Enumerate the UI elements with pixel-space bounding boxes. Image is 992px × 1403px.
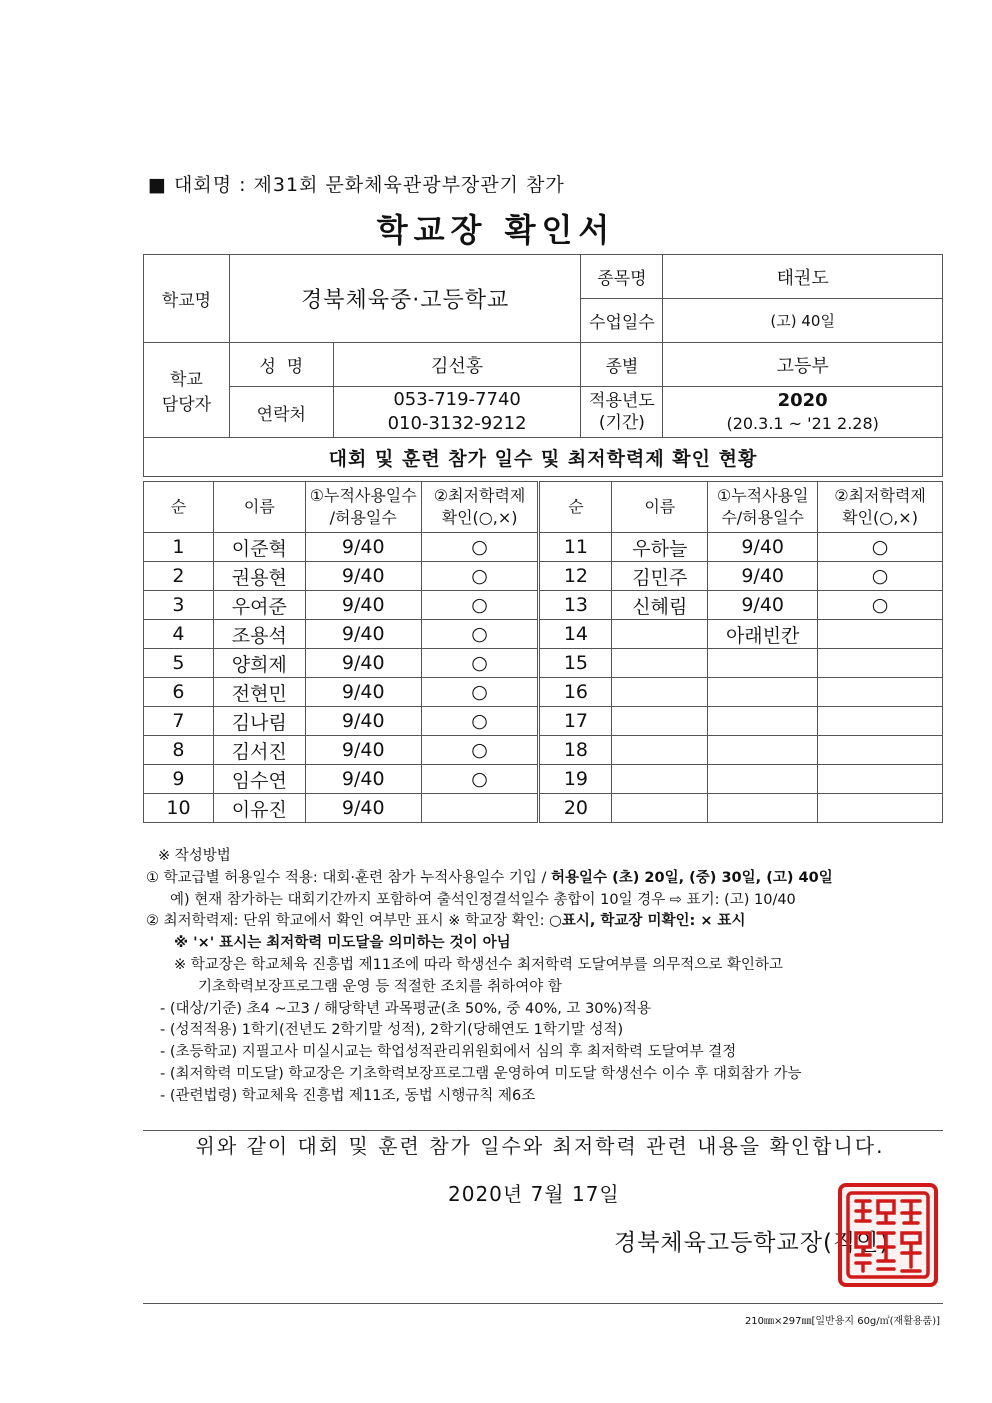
row-no: 17 (539, 707, 612, 736)
student-name: 조용석 (213, 620, 305, 649)
table-row (144, 736, 943, 765)
roster-table (143, 481, 943, 823)
student-name: 김민주 (612, 562, 708, 591)
student-name: 이준혁 (213, 533, 305, 562)
days-used: 9/40 (305, 678, 421, 707)
row-no: 15 (539, 649, 612, 678)
note-6: - (성적적용) 1학기(전년도 2학기말 성적), 2학기(당해연도 1학기말 성적) (160, 1022, 624, 1039)
days-used (708, 736, 818, 765)
student-name: 김서진 (213, 736, 305, 765)
table-row (144, 591, 943, 620)
student-name: 권용현 (213, 562, 305, 591)
row-no: 6 (144, 678, 214, 707)
days-used: 9/40 (305, 736, 421, 765)
days-used: 9/40 (305, 562, 421, 591)
header-name-2: 이름 (612, 482, 708, 533)
days-used: 아래빈칸 (708, 620, 818, 649)
days-used: 9/40 (708, 591, 818, 620)
row-no: 2 (144, 562, 214, 591)
table-row (144, 649, 943, 678)
header-no-2: 순 (539, 482, 612, 533)
days-used: 9/40 (708, 562, 818, 591)
header-check-2: ②최저학력제 확인(○,×) (818, 482, 943, 533)
header-days: ①누적사용일수 /허용일수 (305, 482, 421, 533)
student-name: 우여준 (213, 591, 305, 620)
staff-name: 김선홍 (333, 343, 581, 387)
academic-check: ○ (421, 765, 539, 794)
division-value: 고등부 (663, 343, 943, 387)
days-used (708, 678, 818, 707)
table-row (144, 533, 943, 562)
row-no: 11 (539, 533, 612, 562)
year-label: 적용년도 (기간) (581, 387, 663, 438)
official-seal-icon (838, 1183, 938, 1287)
days-used: 9/40 (305, 620, 421, 649)
note-1-example: 예) 현재 참가하는 대회기간까지 포함하여 출석인정결석일수 총합이 10일 경우 ⇨ 표기: (고) 10/40 (170, 891, 796, 908)
header-name: 이름 (213, 482, 305, 533)
academic-check (421, 794, 539, 823)
days-used: 9/40 (305, 794, 421, 823)
principal-signature: 경북체육고등학교장(직인) (614, 1230, 890, 1256)
header-no: 순 (144, 482, 214, 533)
student-name (612, 765, 708, 794)
division-label: 종별 (581, 343, 663, 387)
academic-check: ○ (818, 533, 943, 562)
row-no: 19 (539, 765, 612, 794)
note-8: - (최저학력 미도달) 학교장은 기초학력보장프로그램 운영하여 미도달 학생선수 이수 후 대회참가 가능 (160, 1065, 802, 1082)
note-9: - (관련법령) 학교체육 진흥법 제11조, 동법 시행규칙 제6조 (160, 1087, 536, 1104)
row-no: 7 (144, 707, 214, 736)
contact-label: 연락처 (229, 387, 333, 438)
sport-value: 태권도 (663, 255, 943, 299)
days-used: 9/40 (305, 591, 421, 620)
header-check: ②최저학력제 확인(○,×) (421, 482, 539, 533)
note-2: ② 최저학력제: 단위 학교에서 확인 여부만 표시 ※ 학교장 확인: ○표시, 학교장 미확인: × 표시 (146, 913, 746, 930)
student-name: 전현민 (213, 678, 305, 707)
table-row (144, 707, 943, 736)
days-used: 9/40 (305, 533, 421, 562)
student-name (612, 678, 708, 707)
class-days-label: 수업일수 (581, 299, 663, 343)
note-3: ※ '×' 표시는 최저학력 미도달을 의미하는 것이 아님 (174, 935, 511, 952)
school-info-table (143, 254, 943, 477)
note-7: - (초등학교) 지필고사 미실시교는 학업성적관리위원회에서 심의 후 최저학력 도달여부 결정 (160, 1044, 737, 1061)
student-name: 우하늘 (612, 533, 708, 562)
academic-check: ○ (421, 707, 539, 736)
academic-check: ○ (818, 562, 943, 591)
row-no: 9 (144, 765, 214, 794)
row-no: 3 (144, 591, 214, 620)
header-days-2: ①누적사용일 수/허용일수 (708, 482, 818, 533)
table-row (144, 678, 943, 707)
academic-check: ○ (421, 736, 539, 765)
confirmation-statement: 위와 같이 대회 및 훈련 참가 일수와 최저학력 관련 내용을 확인합니다. (195, 1134, 885, 1158)
academic-check: ○ (421, 620, 539, 649)
note-5: - (대상/기준) 초4 ~고3 / 해당학년 과목평균(초 50%, 중 40%, 고 30%)적용 (160, 1000, 651, 1017)
academic-check (818, 765, 943, 794)
academic-check: ○ (421, 562, 539, 591)
roster-subtitle: 대회 및 훈련 참가 일수 및 최저학력제 확인 현황 (144, 438, 943, 477)
row-no: 20 (539, 794, 612, 823)
year-value: 2020 (20.3.1 ~ '21 2.28) (663, 387, 943, 438)
contact-value: 053-719-7740 010-3132-9212 (333, 387, 581, 438)
days-used (708, 794, 818, 823)
school-name-label: 학교명 (144, 255, 230, 343)
academic-check (818, 678, 943, 707)
note-4-cont: 기초학력보장프로그램 운영 등 적절한 조치를 취하여야 함 (198, 978, 562, 995)
academic-check (818, 707, 943, 736)
row-no: 10 (144, 794, 214, 823)
academic-check (818, 794, 943, 823)
student-name: 이유진 (213, 794, 305, 823)
table-row (144, 794, 943, 823)
note-4: ※ 학교장은 학교체육 진흥법 제11조에 따라 학생선수 최저학력 도달여부를 의무적으로 확인하고 (174, 956, 783, 973)
academic-check: ○ (421, 678, 539, 707)
table-row (144, 765, 943, 794)
academic-check (818, 649, 943, 678)
notes-heading: ※ 작성방법 (158, 848, 231, 864)
staff-label: 학교 담당자 (144, 343, 230, 438)
days-used: 9/40 (305, 707, 421, 736)
paper-spec: 210㎜×297㎜[일반용지 60g/㎡(재활용품)] (744, 1316, 940, 1327)
student-name: 신혜림 (612, 591, 708, 620)
row-no: 8 (144, 736, 214, 765)
school-name: 경북체육중·고등학교 (229, 255, 581, 343)
row-no: 12 (539, 562, 612, 591)
student-name (612, 707, 708, 736)
student-name (612, 794, 708, 823)
footer-divider (143, 1303, 943, 1304)
academic-check (818, 736, 943, 765)
row-no: 1 (144, 533, 214, 562)
academic-check (818, 620, 943, 649)
student-name: 임수연 (213, 765, 305, 794)
row-no: 13 (539, 591, 612, 620)
note-1: ① 학교급별 허용일수 적용: 대회·훈련 참가 누적사용일수 기입 / 허용일수 (초) 20일, (중) 30일, (고) 40일 (146, 869, 833, 886)
student-name (612, 649, 708, 678)
staff-name-label: 성 명 (229, 343, 333, 387)
days-used: 9/40 (305, 765, 421, 794)
academic-check: ○ (421, 533, 539, 562)
instructions (146, 846, 946, 1108)
sport-label: 종목명 (581, 255, 663, 299)
days-used: 9/40 (708, 533, 818, 562)
event-name: ■ 대회명 : 제31회 문화체육관광부장관기 참가 (148, 174, 565, 196)
class-days-value: (고) 40일 (663, 299, 943, 343)
student-name (612, 620, 708, 649)
issue-date: 2020년 7월 17일 (448, 1182, 620, 1206)
student-name: 김나림 (213, 707, 305, 736)
table-row (144, 620, 943, 649)
row-no: 14 (539, 620, 612, 649)
days-used (708, 649, 818, 678)
academic-check: ○ (421, 649, 539, 678)
days-used: 9/40 (305, 649, 421, 678)
row-no: 16 (539, 678, 612, 707)
academic-check: ○ (421, 591, 539, 620)
student-name (612, 736, 708, 765)
student-name: 양희제 (213, 649, 305, 678)
table-row (144, 562, 943, 591)
academic-check: ○ (818, 591, 943, 620)
days-used (708, 707, 818, 736)
document-title: 학교장 확인서 (376, 211, 616, 249)
row-no: 18 (539, 736, 612, 765)
row-no: 5 (144, 649, 214, 678)
days-used (708, 765, 818, 794)
row-no: 4 (144, 620, 214, 649)
